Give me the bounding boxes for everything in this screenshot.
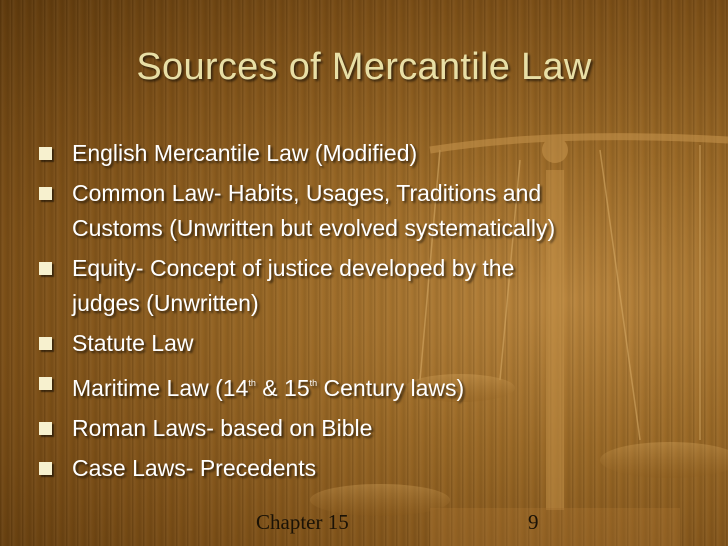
square-bullet-icon: [39, 187, 52, 200]
bullet-text: Common Law- Habits, Usages, Traditions and: [72, 180, 542, 206]
list-item: [38, 176, 698, 246]
footer-chapter: Chapter 15: [256, 510, 349, 534]
bullet-text: Century laws): [317, 375, 465, 401]
square-bullet-icon: [39, 147, 52, 160]
square-bullet-icon: [39, 377, 52, 390]
list-item: [38, 136, 698, 171]
bullet-text-continued: Customs (Unwritten but evolved systematically): [72, 215, 556, 241]
bullet-text: Maritime Law (14: [72, 375, 249, 401]
list-item: [38, 326, 698, 361]
bullet-text-continued: judges (Unwritten): [72, 290, 259, 316]
bullet-text: Roman Laws- based on Bible: [72, 415, 373, 441]
list-item: [38, 251, 698, 321]
bullet-text: & 15: [255, 375, 310, 401]
square-bullet-icon: [39, 462, 52, 475]
square-bullet-icon: [39, 422, 52, 435]
bullet-text: Statute Law: [72, 330, 194, 356]
bullet-text: Equity- Concept of justice developed by the: [72, 255, 515, 281]
list-item: [38, 411, 698, 446]
bullet-text: Case Laws- Precedents: [72, 455, 317, 481]
superscript: th: [309, 378, 318, 388]
bullet-list: [38, 136, 698, 491]
page-number: 9: [528, 510, 539, 534]
slide-title: Sources of Mercantile Law: [136, 46, 592, 88]
list-item: [38, 451, 698, 486]
bullet-text: English Mercantile Law (Modified): [72, 140, 418, 166]
superscript: th: [248, 378, 256, 388]
square-bullet-icon: [39, 262, 52, 275]
square-bullet-icon: [39, 337, 52, 350]
list-item: [38, 366, 698, 406]
